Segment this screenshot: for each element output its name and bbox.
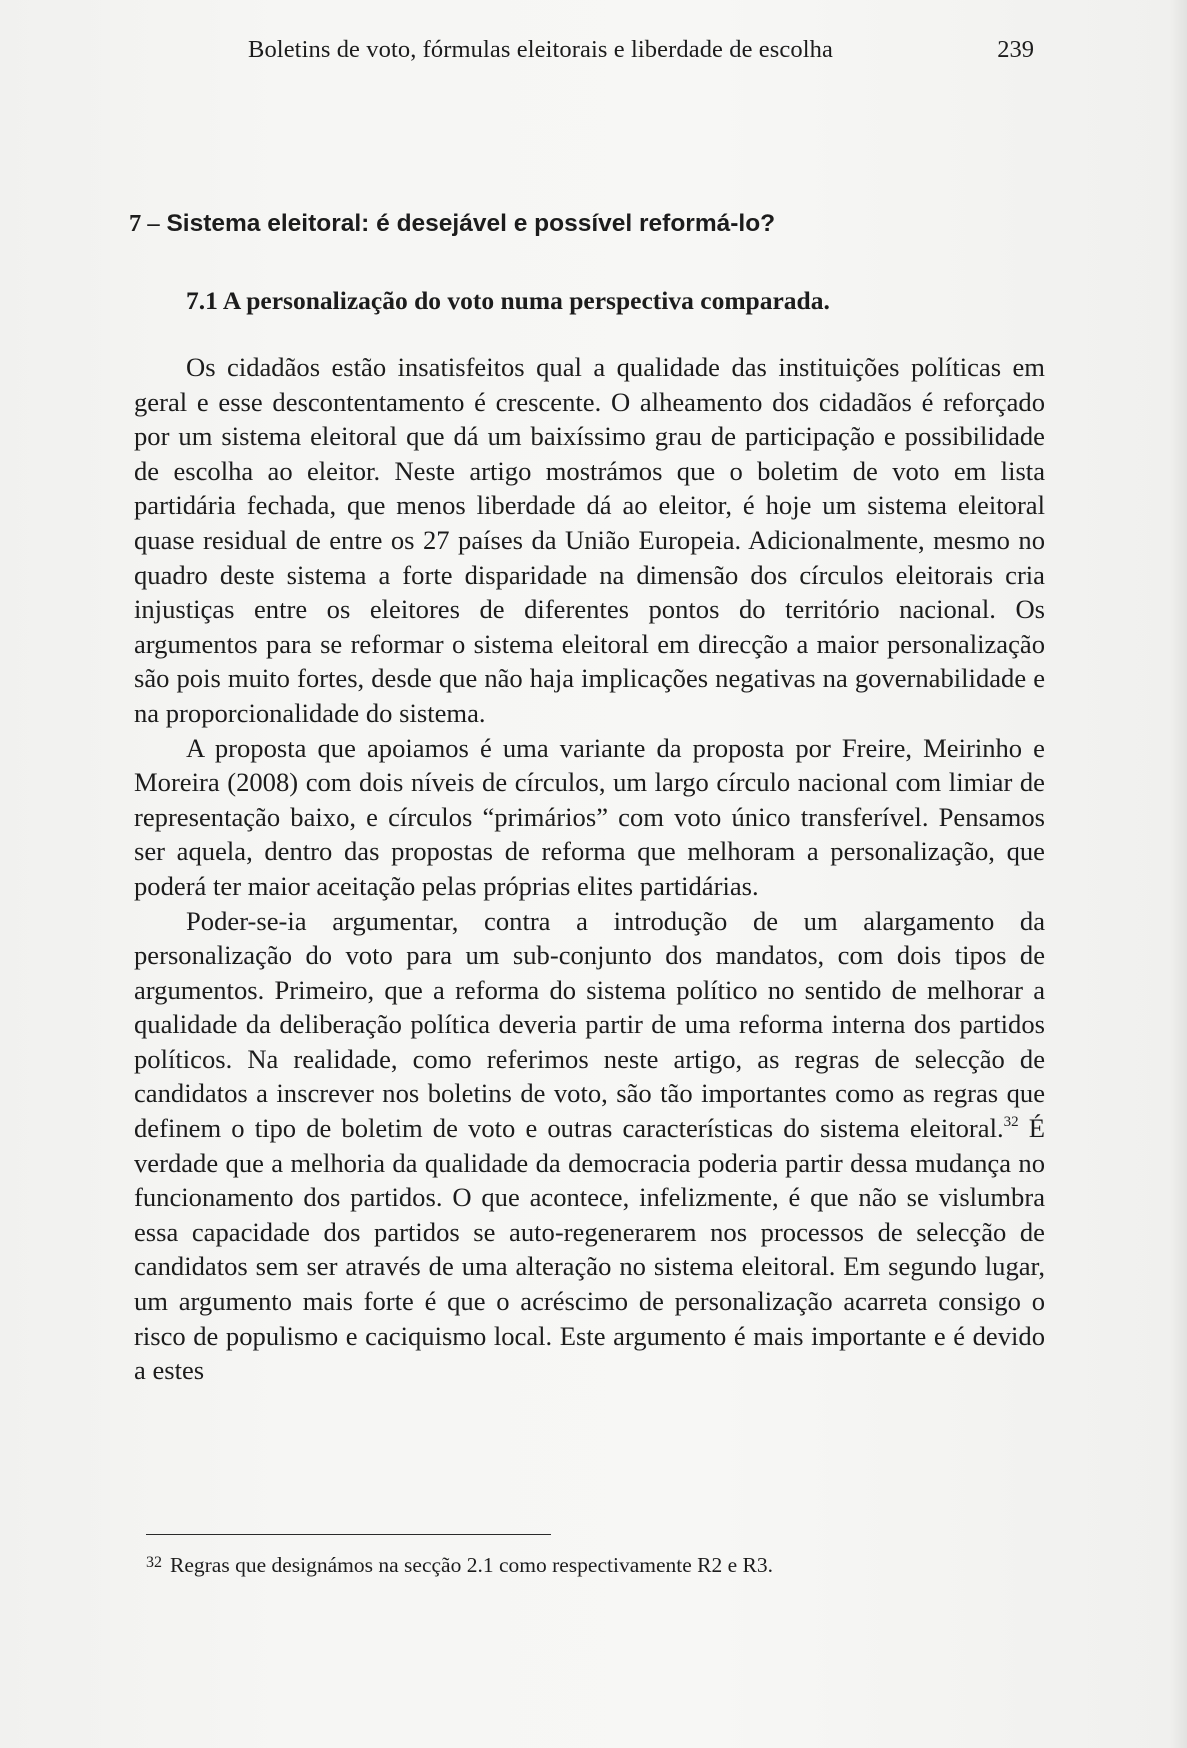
section-heading: 7.1 A personalização do voto numa perspectiva comparada. — [186, 286, 830, 315]
footnote — [146, 1553, 773, 1578]
paragraph-1: Os cidadãos estão insatisfeitos qual a qualidade das instituições políticas em geral e esse descontentamento é crescente. O alheamento dos cidadãos é reforçado por um sistema eleitoral que dá um baixíssimo grau de participação e possibilidade de escolha ao eleitor. Neste artigo mostrámos que o boletim de voto em lista partidária fechada, que menos liberdade dá ao eleitor, é hoje um sistema eleitoral quase residual de entre os 27 países da União Europeia. Adicionalmente, mesmo no quadro deste sistema a forte disparidade na dimensão dos círculos eleitorais cria injustiças entre os eleitores de diferentes pontos do território nacional. Os argumentos para se reformar o sistema eleitoral em direcção a maior personalização são pois muito fortes, desde que não haja implicações negativas na governabilidade e na proporcionalidade do sistema. — [134, 352, 1045, 728]
footnote-reference[interactable]: 32 — [1003, 1114, 1019, 1131]
chapter-heading — [129, 210, 775, 238]
paragraph-2: A proposta que apoiamos é uma variante da proposta por Freire, Meirinho e Moreira (2008) com dois níveis de círculos, um largo círculo nacional com limiar de representação baixo, e círculos “primários” com voto único transferível. Pensamos ser aquela, dentro das propostas de reforma que melhoram a personalização, que poderá ter maior aceitação pelas próprias elites partidárias. — [134, 732, 1045, 901]
running-title: Boletins de voto, fórmulas eleitorais e liberdade de escolha — [248, 36, 833, 63]
paragraph-3 — [134, 904, 1045, 1388]
paragraph-3-part-2: É verdade que a melhoria da qualidade da democracia poderia partir dessa mudança no funcionamento dos partidos. O que acontece, infelizmente, é que não se vislumbra essa capacidade dos partidos se auto-regenerarem nos processos de selecção de candidatos sem ser através de uma alteração no sistema eleitoral. Em segundo lugar, um argumento mais forte é que o acréscimo de personalização acarreta consigo o risco de populismo e caciquismo local. Este argumento é mais importante e é devido a estes — [134, 1113, 1045, 1386]
body-text — [134, 350, 1045, 1388]
page-edge-shadow — [1169, 0, 1187, 1748]
footnote-divider — [146, 1534, 551, 1535]
paragraph-3-part-1: Poder-se-ia argumentar, contra a introdução de um alargamento da personalização do voto para um sub-conjunto dos mandatos, com dois tipos de argumentos. Primeiro, que a reforma do sistema político no sentido de melhorar a qualidade da deliberação política deveria partir de uma reforma interna dos partidos políticos. Na realidade, como referimos neste artigo, as regras de selecção de candidatos a inscrever nos boletins de voto, são tão importantes como as regras que definem o tipo de boletim de voto e outras características do sistema eleitoral. — [134, 905, 1045, 1144]
chapter-number: 7 – — [129, 210, 160, 237]
running-header — [248, 36, 1034, 72]
chapter-title: Sistema eleitoral: é desejável e possível reformá-lo? — [166, 210, 776, 237]
footnote-number: 32 — [146, 1554, 162, 1571]
page-number: 239 — [997, 36, 1034, 63]
footnote-text: Regras que designámos na secção 2.1 como respectivamente R2 e R3. — [170, 1553, 774, 1577]
